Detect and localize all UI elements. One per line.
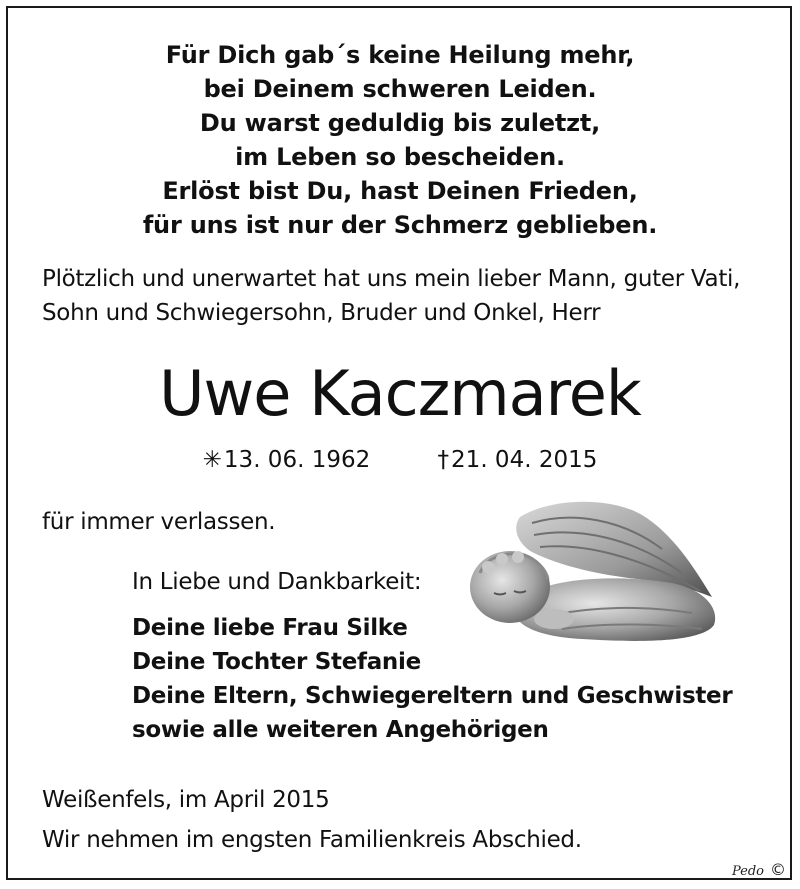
- deceased-name: Uwe Kaczmarek: [159, 357, 641, 430]
- farewell-note: Wir nehmen im engsten Familienkreis Abschied.: [42, 827, 582, 853]
- credit-mark: [732, 860, 786, 879]
- poem-line: im Leben so bescheiden.: [235, 143, 565, 171]
- mourner-entry: Deine Tochter Stefanie: [132, 649, 421, 675]
- life-dates: [0, 443, 800, 477]
- farewell-text: für immer verlassen.: [42, 509, 276, 535]
- mourners-list: [132, 611, 732, 747]
- poem-line: für uns ist nur der Schmerz geblieben.: [142, 211, 658, 239]
- intro-text: [42, 262, 782, 330]
- place-date: Weißenfels, im April 2015: [42, 787, 330, 813]
- poem-line: Du warst geduldig bis zuletzt,: [199, 109, 601, 137]
- poem-line: Erlöst bist Du, hast Deinen Frieden,: [162, 177, 638, 205]
- poem-line: bei Deinem schweren Leiden.: [203, 75, 597, 103]
- gratitude-line: In Liebe und Dankbarkeit:: [132, 569, 422, 595]
- mourner-entry: sowie alle weiteren Angehörigen: [132, 717, 549, 743]
- intro-line: Plötzlich und unerwartet hat uns mein lieber Mann, guter Vati,: [42, 266, 741, 292]
- mourner-entry: Deine Eltern, Schwiegereltern und Geschwister: [132, 683, 733, 709]
- mourner-entry: Deine liebe Frau Silke: [132, 615, 408, 641]
- credit-text: Pedo: [731, 864, 764, 879]
- birth-star-icon: ✳: [202, 447, 222, 473]
- copyright-icon: ©: [770, 860, 786, 879]
- death-cross-icon: †: [437, 447, 450, 473]
- death-date-value: 21. 04. 2015: [451, 447, 598, 473]
- poem: [0, 38, 800, 242]
- birth-date: [203, 443, 371, 477]
- death-date: [438, 443, 598, 477]
- intro-line: Sohn und Schwiegersohn, Bruder und Onkel, Herr: [42, 300, 601, 326]
- birth-date-value: 13. 06. 1962: [223, 447, 371, 473]
- poem-line: Für Dich gab´s keine Heilung mehr,: [165, 41, 635, 69]
